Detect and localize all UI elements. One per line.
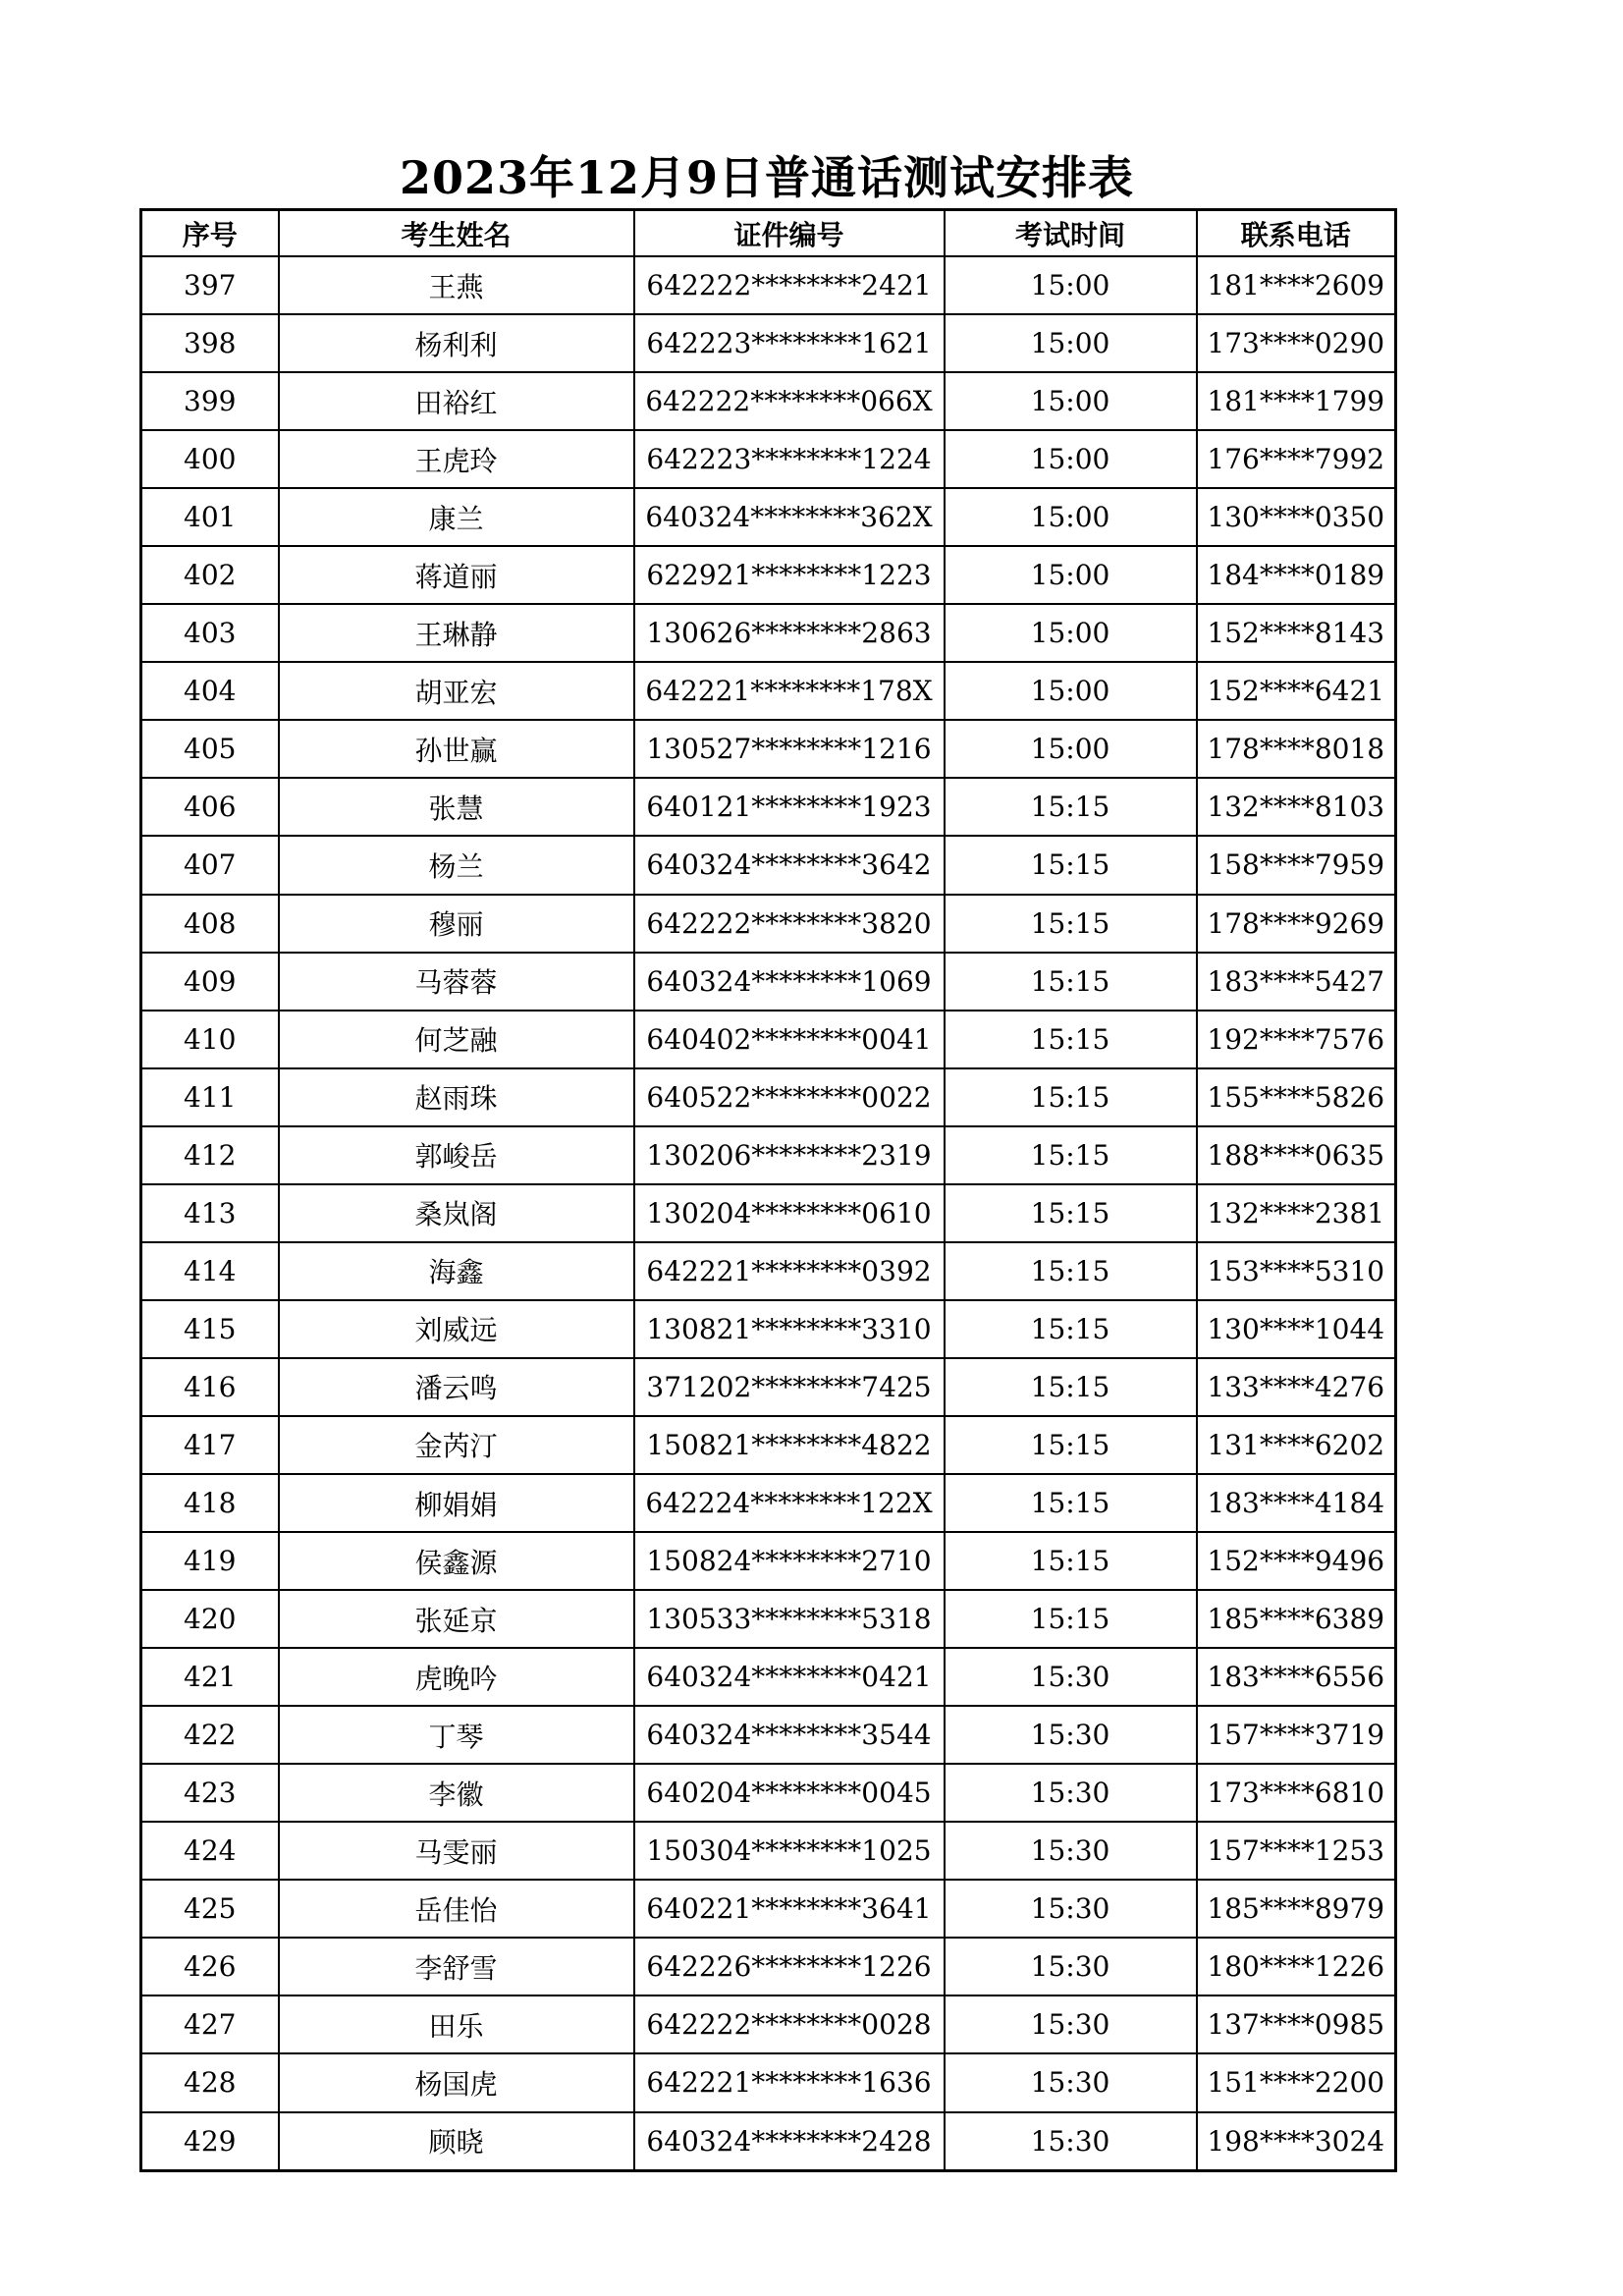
cell-phone: 181****2609 bbox=[1197, 256, 1396, 314]
cell-phone: 152****8143 bbox=[1197, 604, 1396, 662]
cell-id: 640324********3642 bbox=[634, 836, 945, 894]
table-row bbox=[141, 1416, 1396, 1474]
table-row bbox=[141, 1764, 1396, 1822]
cell-time: 15:15 bbox=[945, 778, 1197, 836]
cell-id: 642226********1226 bbox=[634, 1938, 945, 1995]
cell-id: 130527********1216 bbox=[634, 720, 945, 778]
cell-phone: 155****5826 bbox=[1197, 1068, 1396, 1126]
cell-name: 杨利利 bbox=[279, 314, 634, 372]
cell-phone: 133****4276 bbox=[1197, 1358, 1396, 1416]
cell-time: 15:15 bbox=[945, 1184, 1197, 1242]
cell-id: 640121********1923 bbox=[634, 778, 945, 836]
table-row bbox=[141, 1590, 1396, 1648]
cell-phone: 185****6389 bbox=[1197, 1590, 1396, 1648]
cell-id: 640204********0045 bbox=[634, 1764, 945, 1822]
cell-phone: 181****1799 bbox=[1197, 372, 1396, 430]
header-phone: 联系电话 bbox=[1197, 210, 1396, 257]
cell-time: 15:30 bbox=[945, 1995, 1197, 2053]
cell-name: 李徽 bbox=[279, 1764, 634, 1822]
cell-phone: 185****8979 bbox=[1197, 1880, 1396, 1938]
cell-time: 15:15 bbox=[945, 1532, 1197, 1590]
cell-name: 杨兰 bbox=[279, 836, 634, 894]
cell-phone: 178****9269 bbox=[1197, 895, 1396, 953]
cell-seq: 423 bbox=[141, 1764, 279, 1822]
cell-phone: 192****7576 bbox=[1197, 1011, 1396, 1068]
cell-name: 金芮汀 bbox=[279, 1416, 634, 1474]
cell-time: 15:30 bbox=[945, 1764, 1197, 1822]
cell-phone: 173****0290 bbox=[1197, 314, 1396, 372]
cell-phone: 152****6421 bbox=[1197, 662, 1396, 720]
cell-time: 15:30 bbox=[945, 1880, 1197, 1938]
cell-phone: 188****0635 bbox=[1197, 1126, 1396, 1184]
cell-time: 15:00 bbox=[945, 662, 1197, 720]
cell-seq: 408 bbox=[141, 895, 279, 953]
cell-id: 130206********2319 bbox=[634, 1126, 945, 1184]
table-row bbox=[141, 1184, 1396, 1242]
cell-seq: 420 bbox=[141, 1590, 279, 1648]
header-name: 考生姓名 bbox=[279, 210, 634, 257]
cell-id: 642221********1636 bbox=[634, 2053, 945, 2111]
cell-seq: 416 bbox=[141, 1358, 279, 1416]
cell-time: 15:30 bbox=[945, 1706, 1197, 1764]
cell-name: 侯鑫源 bbox=[279, 1532, 634, 1590]
cell-id: 642222********2421 bbox=[634, 256, 945, 314]
cell-time: 15:00 bbox=[945, 256, 1197, 314]
cell-name: 岳佳怡 bbox=[279, 1880, 634, 1938]
table-row bbox=[141, 430, 1396, 488]
cell-time: 15:15 bbox=[945, 1011, 1197, 1068]
cell-phone: 183****5427 bbox=[1197, 953, 1396, 1011]
table-row bbox=[141, 1474, 1396, 1532]
cell-id: 642224********122X bbox=[634, 1474, 945, 1532]
table-row bbox=[141, 546, 1396, 604]
cell-seq: 411 bbox=[141, 1068, 279, 1126]
cell-time: 15:15 bbox=[945, 953, 1197, 1011]
table-row bbox=[141, 836, 1396, 894]
cell-time: 15:30 bbox=[945, 1822, 1197, 1880]
cell-phone: 180****1226 bbox=[1197, 1938, 1396, 1995]
cell-name: 马蓉蓉 bbox=[279, 953, 634, 1011]
table-row bbox=[141, 1126, 1396, 1184]
page-title: 2023年12月9日普通话测试安排表 bbox=[399, 151, 1135, 204]
cell-seq: 398 bbox=[141, 314, 279, 372]
cell-id: 640324********0421 bbox=[634, 1648, 945, 1706]
cell-phone: 132****8103 bbox=[1197, 778, 1396, 836]
cell-name: 孙世赢 bbox=[279, 720, 634, 778]
cell-name: 胡亚宏 bbox=[279, 662, 634, 720]
cell-name: 丁琴 bbox=[279, 1706, 634, 1764]
cell-time: 15:30 bbox=[945, 1938, 1197, 1995]
cell-seq: 415 bbox=[141, 1300, 279, 1358]
cell-seq: 427 bbox=[141, 1995, 279, 2053]
cell-id: 150821********4822 bbox=[634, 1416, 945, 1474]
cell-time: 15:00 bbox=[945, 488, 1197, 546]
cell-name: 王虎玲 bbox=[279, 430, 634, 488]
cell-name: 郭峻岳 bbox=[279, 1126, 634, 1184]
cell-time: 15:00 bbox=[945, 546, 1197, 604]
cell-seq: 407 bbox=[141, 836, 279, 894]
cell-id: 150304********1025 bbox=[634, 1822, 945, 1880]
cell-time: 15:00 bbox=[945, 372, 1197, 430]
cell-id: 640324********1069 bbox=[634, 953, 945, 1011]
table-row bbox=[141, 1358, 1396, 1416]
cell-phone: 184****0189 bbox=[1197, 546, 1396, 604]
cell-id: 640221********3641 bbox=[634, 1880, 945, 1938]
table-row bbox=[141, 895, 1396, 953]
table-row bbox=[141, 2112, 1396, 2171]
cell-id: 642221********0392 bbox=[634, 1242, 945, 1300]
cell-name: 田裕红 bbox=[279, 372, 634, 430]
cell-name: 何芝融 bbox=[279, 1011, 634, 1068]
cell-name: 刘威远 bbox=[279, 1300, 634, 1358]
cell-seq: 429 bbox=[141, 2112, 279, 2171]
table-header-row bbox=[141, 210, 1396, 257]
table-row bbox=[141, 953, 1396, 1011]
cell-time: 15:15 bbox=[945, 1300, 1197, 1358]
cell-phone: 178****8018 bbox=[1197, 720, 1396, 778]
cell-time: 15:15 bbox=[945, 1474, 1197, 1532]
cell-time: 15:15 bbox=[945, 1242, 1197, 1300]
cell-seq: 414 bbox=[141, 1242, 279, 1300]
table-row bbox=[141, 256, 1396, 314]
cell-id: 130821********3310 bbox=[634, 1300, 945, 1358]
cell-name: 张延京 bbox=[279, 1590, 634, 1648]
cell-phone: 130****1044 bbox=[1197, 1300, 1396, 1358]
cell-time: 15:15 bbox=[945, 1358, 1197, 1416]
cell-id: 640324********2428 bbox=[634, 2112, 945, 2171]
header-seq: 序号 bbox=[141, 210, 279, 257]
cell-seq: 402 bbox=[141, 546, 279, 604]
cell-name: 虎晚吟 bbox=[279, 1648, 634, 1706]
cell-seq: 425 bbox=[141, 1880, 279, 1938]
cell-id: 642222********066X bbox=[634, 372, 945, 430]
cell-phone: 183****4184 bbox=[1197, 1474, 1396, 1532]
cell-id: 640402********0041 bbox=[634, 1011, 945, 1068]
cell-time: 15:15 bbox=[945, 836, 1197, 894]
header-id: 证件编号 bbox=[634, 210, 945, 257]
schedule-table bbox=[139, 208, 1397, 2172]
table-row bbox=[141, 488, 1396, 546]
cell-phone: 130****0350 bbox=[1197, 488, 1396, 546]
cell-id: 130533********5318 bbox=[634, 1590, 945, 1648]
cell-time: 15:30 bbox=[945, 2112, 1197, 2171]
cell-seq: 412 bbox=[141, 1126, 279, 1184]
cell-phone: 176****7992 bbox=[1197, 430, 1396, 488]
cell-id: 130204********0610 bbox=[634, 1184, 945, 1242]
cell-phone: 151****2200 bbox=[1197, 2053, 1396, 2111]
cell-name: 赵雨珠 bbox=[279, 1068, 634, 1126]
table-row bbox=[141, 1532, 1396, 1590]
cell-name: 杨国虎 bbox=[279, 2053, 634, 2111]
cell-time: 15:15 bbox=[945, 1126, 1197, 1184]
cell-time: 15:00 bbox=[945, 314, 1197, 372]
cell-id: 642222********0028 bbox=[634, 1995, 945, 2053]
cell-time: 15:15 bbox=[945, 1068, 1197, 1126]
cell-phone: 198****3024 bbox=[1197, 2112, 1396, 2171]
table-row bbox=[141, 314, 1396, 372]
cell-name: 田乐 bbox=[279, 1995, 634, 2053]
table-row bbox=[141, 662, 1396, 720]
table-row bbox=[141, 1068, 1396, 1126]
table-row bbox=[141, 1706, 1396, 1764]
table-row bbox=[141, 1300, 1396, 1358]
cell-id: 371202********7425 bbox=[634, 1358, 945, 1416]
cell-time: 15:30 bbox=[945, 2053, 1197, 2111]
cell-seq: 404 bbox=[141, 662, 279, 720]
table-row bbox=[141, 1938, 1396, 1995]
cell-name: 李舒雪 bbox=[279, 1938, 634, 1995]
cell-seq: 409 bbox=[141, 953, 279, 1011]
cell-seq: 406 bbox=[141, 778, 279, 836]
cell-id: 642223********1224 bbox=[634, 430, 945, 488]
cell-seq: 397 bbox=[141, 256, 279, 314]
cell-phone: 132****2381 bbox=[1197, 1184, 1396, 1242]
cell-seq: 418 bbox=[141, 1474, 279, 1532]
table-row bbox=[141, 1995, 1396, 2053]
cell-phone: 157****1253 bbox=[1197, 1822, 1396, 1880]
cell-name: 柳娟娟 bbox=[279, 1474, 634, 1532]
cell-name: 王琳静 bbox=[279, 604, 634, 662]
cell-seq: 410 bbox=[141, 1011, 279, 1068]
cell-time: 15:00 bbox=[945, 604, 1197, 662]
cell-time: 15:00 bbox=[945, 720, 1197, 778]
cell-id: 642223********1621 bbox=[634, 314, 945, 372]
header-time: 考试时间 bbox=[945, 210, 1197, 257]
cell-time: 15:15 bbox=[945, 1590, 1197, 1648]
cell-id: 640324********3544 bbox=[634, 1706, 945, 1764]
cell-time: 15:30 bbox=[945, 1648, 1197, 1706]
cell-name: 顾晓 bbox=[279, 2112, 634, 2171]
cell-name: 张慧 bbox=[279, 778, 634, 836]
cell-phone: 131****6202 bbox=[1197, 1416, 1396, 1474]
cell-id: 642222********3820 bbox=[634, 895, 945, 953]
cell-seq: 422 bbox=[141, 1706, 279, 1764]
cell-name: 海鑫 bbox=[279, 1242, 634, 1300]
table-row bbox=[141, 1822, 1396, 1880]
cell-id: 640324********362X bbox=[634, 488, 945, 546]
cell-seq: 405 bbox=[141, 720, 279, 778]
cell-seq: 400 bbox=[141, 430, 279, 488]
cell-id: 640522********0022 bbox=[634, 1068, 945, 1126]
cell-name: 桑岚阁 bbox=[279, 1184, 634, 1242]
cell-name: 蒋道丽 bbox=[279, 546, 634, 604]
table-row bbox=[141, 372, 1396, 430]
cell-id: 150824********2710 bbox=[634, 1532, 945, 1590]
cell-phone: 158****7959 bbox=[1197, 836, 1396, 894]
table-body bbox=[141, 256, 1396, 2171]
cell-name: 潘云鸣 bbox=[279, 1358, 634, 1416]
cell-name: 康兰 bbox=[279, 488, 634, 546]
cell-seq: 401 bbox=[141, 488, 279, 546]
cell-seq: 399 bbox=[141, 372, 279, 430]
cell-id: 622921********1223 bbox=[634, 546, 945, 604]
cell-phone: 152****9496 bbox=[1197, 1532, 1396, 1590]
cell-seq: 424 bbox=[141, 1822, 279, 1880]
cell-phone: 183****6556 bbox=[1197, 1648, 1396, 1706]
cell-id: 642221********178X bbox=[634, 662, 945, 720]
table-row bbox=[141, 1648, 1396, 1706]
table-row bbox=[141, 2053, 1396, 2111]
cell-name: 穆丽 bbox=[279, 895, 634, 953]
table-row bbox=[141, 1011, 1396, 1068]
table-row bbox=[141, 1242, 1396, 1300]
cell-seq: 421 bbox=[141, 1648, 279, 1706]
cell-phone: 173****6810 bbox=[1197, 1764, 1396, 1822]
table-row bbox=[141, 604, 1396, 662]
cell-seq: 413 bbox=[141, 1184, 279, 1242]
cell-phone: 137****0985 bbox=[1197, 1995, 1396, 2053]
cell-id: 130626********2863 bbox=[634, 604, 945, 662]
cell-seq: 419 bbox=[141, 1532, 279, 1590]
cell-time: 15:15 bbox=[945, 895, 1197, 953]
cell-seq: 417 bbox=[141, 1416, 279, 1474]
table-row bbox=[141, 720, 1396, 778]
cell-name: 马雯丽 bbox=[279, 1822, 634, 1880]
table-row bbox=[141, 1880, 1396, 1938]
cell-seq: 403 bbox=[141, 604, 279, 662]
cell-phone: 153****5310 bbox=[1197, 1242, 1396, 1300]
cell-time: 15:00 bbox=[945, 430, 1197, 488]
table-row bbox=[141, 778, 1396, 836]
cell-phone: 157****3719 bbox=[1197, 1706, 1396, 1764]
cell-name: 王燕 bbox=[279, 256, 634, 314]
cell-time: 15:15 bbox=[945, 1416, 1197, 1474]
cell-seq: 426 bbox=[141, 1938, 279, 1995]
cell-seq: 428 bbox=[141, 2053, 279, 2111]
